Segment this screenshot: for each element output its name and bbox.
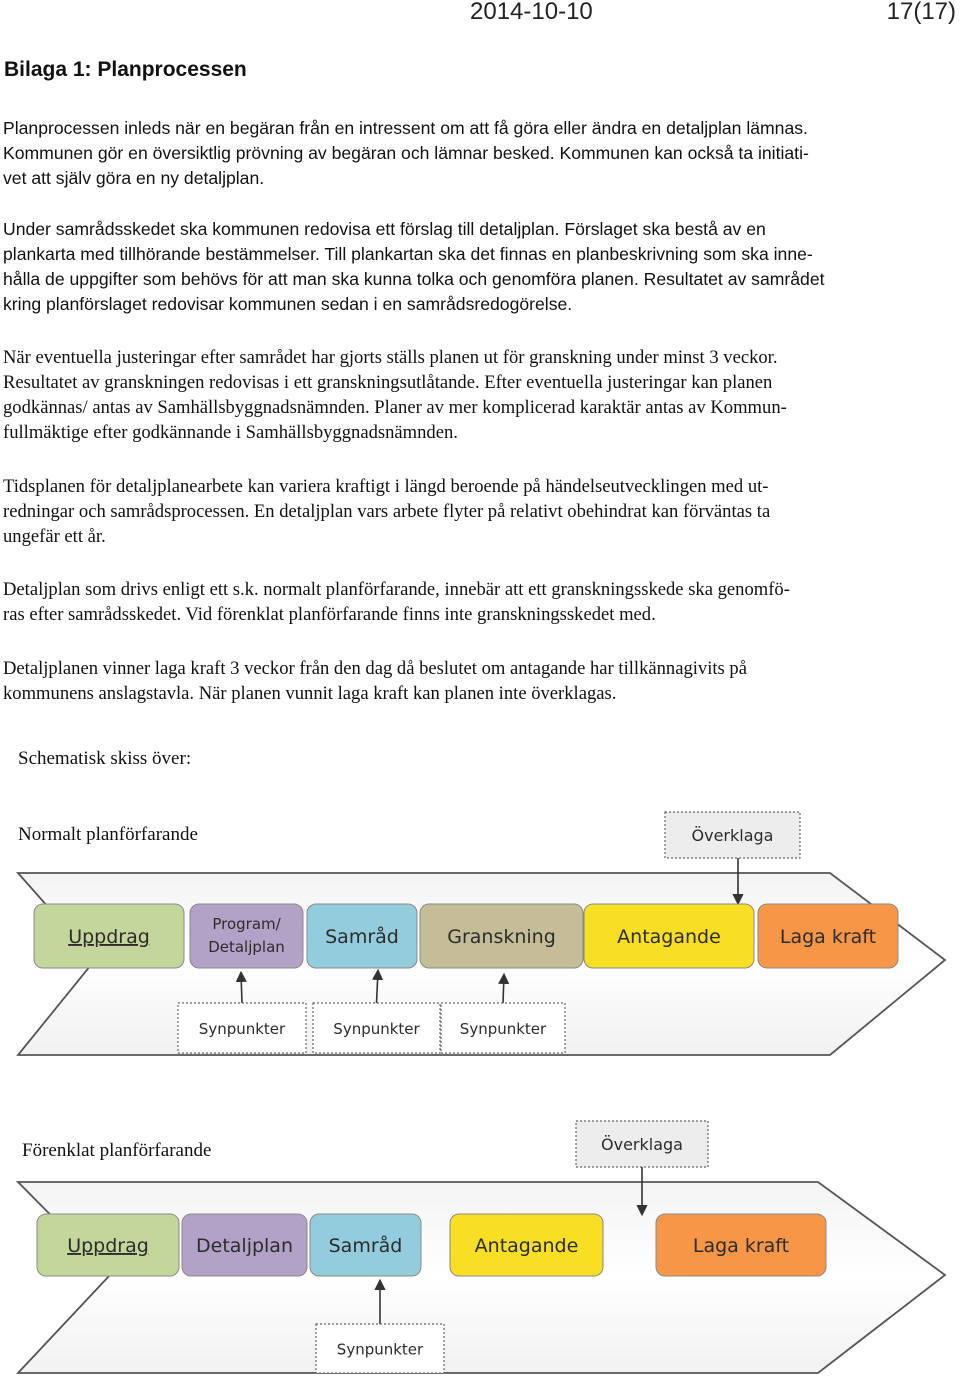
step-samråd-label: Samråd bbox=[328, 1235, 403, 1257]
feedback-label: Synpunkter bbox=[198, 1020, 286, 1038]
text-line: vet att själv göra en ny detaljplan. bbox=[3, 168, 265, 188]
text-line: hålla de uppgifter som behövs för att man ska kunna tolka och genomföra planen. Resultatet av samrådet bbox=[3, 269, 825, 289]
process-diagram-normal bbox=[0, 800, 960, 1060]
paragraph-forfarande bbox=[3, 577, 958, 627]
text-line: När eventuella justeringar efter samrådet har gjorts ställs planen ut för granskning under minst 3 veckor. bbox=[3, 347, 778, 368]
process-diagram-simplified bbox=[0, 1110, 960, 1380]
text-line: Resultatet av granskningen redovisas i ett granskningsutlåtande. Efter eventuella justeringar kan planen bbox=[3, 372, 773, 393]
header-date: 2014-10-10 bbox=[470, 0, 593, 25]
text-line: plankarta med tillhörande bestämmelser. Till plankartan ska det finnas en planbeskrivning som ska inne- bbox=[3, 244, 813, 264]
text-line: Detaljplan som drivs enligt ett s.k. normalt planförfarande, innebär att ett granskningsskede ska genomfö- bbox=[3, 579, 790, 600]
text-line: redningar och samrådsprocessen. En detaljplan vars arbete flyter på relativt obehindrat kan förväntas ta bbox=[3, 501, 771, 522]
step-program-label: Program/ bbox=[212, 915, 281, 933]
feedback-arrow bbox=[241, 973, 242, 1003]
text-line: fullmäktige efter godkännande i Samhällsbyggnadsnämnden. bbox=[3, 422, 458, 443]
step-program-box bbox=[190, 904, 303, 968]
step-antagande-label: Antagande bbox=[474, 1235, 579, 1257]
process-diagram-simplified-svg bbox=[0, 1110, 960, 1380]
step-program-label-line2: Detaljplan bbox=[208, 938, 285, 956]
feedback-arrow bbox=[503, 975, 504, 1003]
header-page-number: 17(17) bbox=[886, 0, 956, 25]
feedback-label: Synpunkter bbox=[459, 1020, 547, 1038]
paragraph-laga-kraft bbox=[3, 656, 958, 706]
process-diagram-normal-svg bbox=[0, 800, 960, 1060]
text-line: kommunens anslagstavla. När planen vunnit laga kraft kan planen inte överklagas. bbox=[3, 683, 617, 704]
paragraph-intro bbox=[3, 116, 958, 191]
paragraph-samrad bbox=[3, 217, 958, 317]
feedback-label: Synpunkter bbox=[336, 1340, 424, 1359]
feedback-label: Synpunkter bbox=[333, 1020, 420, 1038]
page-title: Bilaga 1: Planprocessen bbox=[4, 58, 247, 81]
text-line: Planprocessen inleds när en begäran från en intressent om att få göra eller ändra en detaljplan lämnas. bbox=[3, 118, 808, 138]
text-line: ras efter samrådsskedet. Vid förenklat planförfarande finns inte granskningsskedet med. bbox=[3, 604, 656, 625]
step-detaljplan-label: Detaljplan bbox=[196, 1235, 293, 1257]
paragraph-granskning bbox=[3, 345, 958, 445]
step-granskning-label: Granskning bbox=[447, 926, 556, 948]
process-arrow-shape bbox=[18, 1182, 945, 1373]
text-line: Kommunen gör en översiktlig prövning av begäran och lämnar besked. Kommunen kan också ta initiati- bbox=[3, 143, 809, 163]
step-laga-kraft-label: Laga kraft bbox=[779, 926, 877, 948]
appeal-label: Överklaga bbox=[691, 826, 774, 845]
text-line: kring planförslaget redovisar kommunen sedan i en samrådsredogörelse. bbox=[3, 294, 573, 314]
diagram-label-simplified: Förenklat planförfarande bbox=[22, 1140, 212, 1161]
text-line: Under samrådsskedet ska kommunen redovisa ett förslag till detaljplan. Förslaget ska bestå av en bbox=[3, 219, 766, 239]
schematic-heading: Schematisk skiss över: bbox=[18, 748, 192, 769]
text-line: ungefär ett år. bbox=[3, 526, 106, 547]
paragraph-tidsplan bbox=[3, 474, 958, 549]
diagram-label-normal: Normalt planförfarande bbox=[18, 824, 198, 845]
appeal-label: Överklaga bbox=[601, 1135, 683, 1154]
step-antagande-label: Antagande bbox=[617, 926, 721, 948]
step-uppdrag-label: Uppdrag bbox=[68, 926, 150, 948]
step-uppdrag-label: Uppdrag bbox=[67, 1235, 149, 1257]
text-line: Detaljplanen vinner laga kraft 3 veckor från den dag då beslutet om antagande har tillkännagivits på bbox=[3, 658, 747, 679]
text-line: Tidsplanen för detaljplanearbete kan variera kraftigt i längd beroende på händelseutvecklingen med ut- bbox=[3, 476, 769, 497]
step-laga-kraft-label: Laga kraft bbox=[692, 1235, 790, 1257]
step-samråd-label: Samråd bbox=[325, 926, 399, 948]
text-line: godkännas/ antas av Samhällsbyggnadsnämnden. Planer av mer komplicerad karaktär antas av Kommun- bbox=[3, 397, 787, 418]
